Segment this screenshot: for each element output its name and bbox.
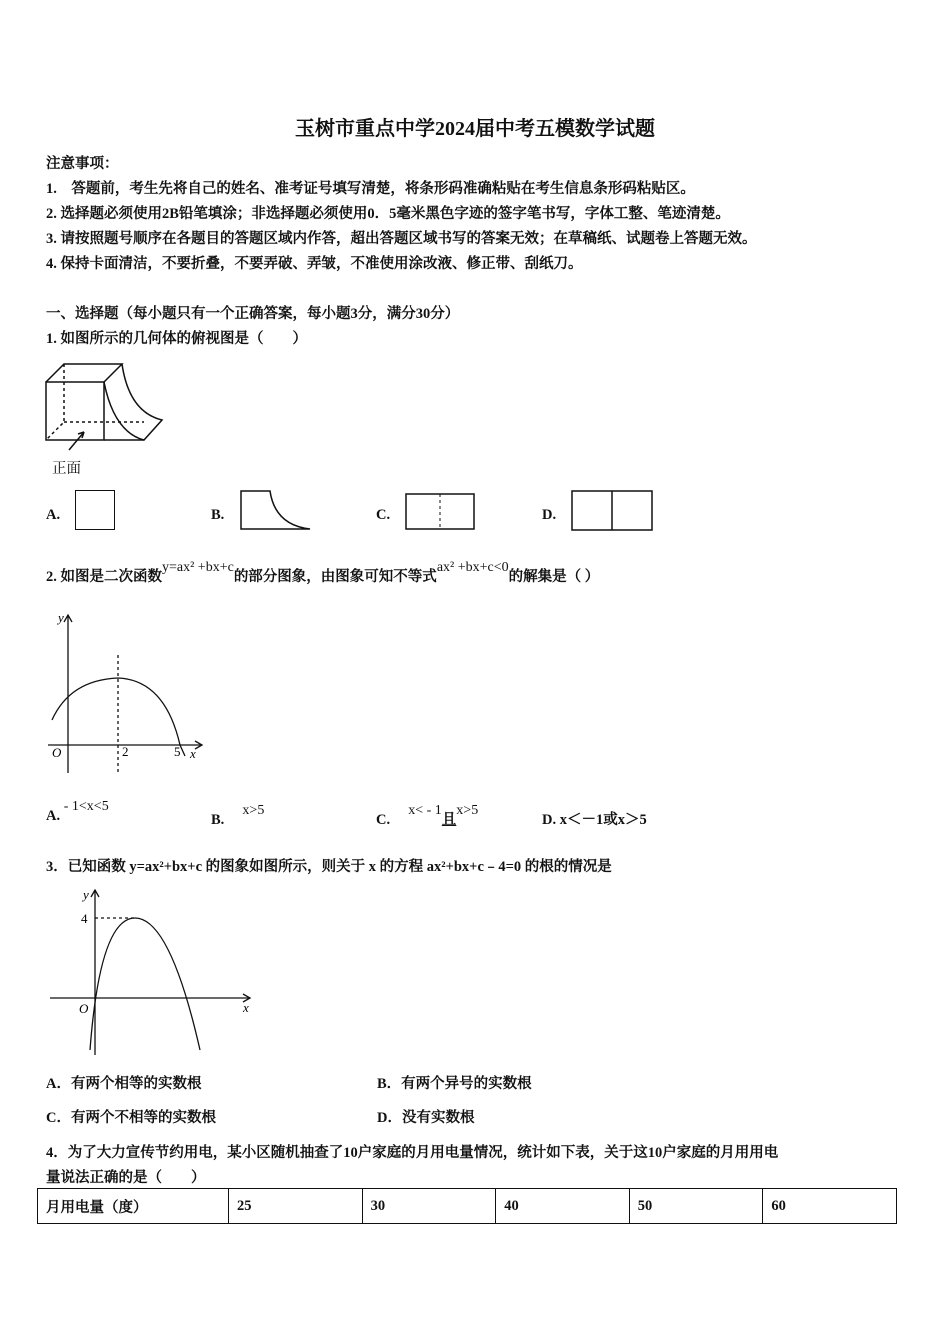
notice-item: 1. 答题前，考生先将自己的姓名、准考证号填写清楚，将条形码准确粘贴在考生信息条形码粘贴区。 bbox=[46, 181, 695, 197]
q2-stem-a: 2. 如图是二次函数 bbox=[46, 569, 162, 585]
notice-item: 2. 选择题必须使用2B铅笔填涂；非选择题必须使用0．5毫米黑色字迹的签字笔书写，字体工整、笔迹清楚。 bbox=[46, 206, 730, 222]
q3-graph-y-label: y bbox=[83, 887, 89, 902]
option-math-2: x>5 bbox=[456, 803, 479, 818]
q2-formula-inequality: ax² +bx+c<0 bbox=[436, 560, 509, 575]
table-row bbox=[38, 1189, 897, 1224]
notice-item: 4. 保持卡面清洁，不要折叠，不要弄破、弄皱，不准使用涂改液、修正带、刮纸刀。 bbox=[46, 256, 583, 272]
q1-option-b-shape bbox=[240, 490, 312, 530]
option-math: - 1<x<5 bbox=[63, 799, 109, 814]
section-heading: 一、选择题（每小题只有一个正确答案，每小题3分，满分30分） bbox=[46, 306, 460, 322]
q4-stem-line1: 4．为了大力宣传节约用电，某小区随机抽查了10户家庭的月用电量情况，统计如下表，关于这10户家庭的月用用电 bbox=[46, 1145, 779, 1161]
q2-option-d[interactable] bbox=[542, 808, 647, 829]
option-and: 且 bbox=[441, 812, 457, 828]
q1-solid-figure bbox=[44, 362, 164, 462]
q3-graph-origin: O bbox=[79, 1001, 89, 1016]
q1-option-c-shape bbox=[405, 493, 477, 531]
option-math: x< - 1 bbox=[408, 803, 442, 818]
q2-graph-y-label: y bbox=[58, 610, 64, 625]
q1-option-d[interactable]: D. bbox=[542, 507, 557, 523]
table-cell: 30 bbox=[362, 1189, 496, 1224]
table-header-cell: 月用电量（度） bbox=[38, 1189, 229, 1224]
q3-stem: 3．已知函数 y=ax²+bx+c 的图象如图所示，则关于 x 的方程 ax²+bx+c﹣4=0 的根的情况是 bbox=[46, 859, 612, 875]
q1-option-a-square bbox=[75, 490, 115, 530]
option-label: B. bbox=[211, 812, 225, 828]
q1-front-label: 正面 bbox=[52, 461, 81, 477]
q3-graph-tick-4: 4 bbox=[81, 911, 88, 926]
q3-option-a[interactable]: A．有两个相等的实数根 bbox=[46, 1076, 202, 1092]
q2-parabola-graph bbox=[40, 610, 210, 780]
q2-graph-tick-5: 5 bbox=[174, 744, 181, 759]
table-cell: 25 bbox=[229, 1189, 363, 1224]
q2-stem-b: 的部分图象，由图象可知不等式 bbox=[233, 569, 437, 585]
table-cell: 60 bbox=[763, 1189, 897, 1224]
q3-parabola-graph bbox=[45, 885, 260, 1060]
option-label: D. bbox=[542, 812, 557, 828]
notice-item: 3. 请按照题号顺序在各题目的答题区域内作答，超出答题区域书写的答案无效；在草稿纸、试题卷上答题无效。 bbox=[46, 231, 757, 247]
q2-option-a[interactable] bbox=[46, 799, 109, 825]
q1-option-a[interactable]: A. bbox=[46, 507, 61, 523]
q3-option-c[interactable]: C．有两个不相等的实数根 bbox=[46, 1110, 216, 1126]
q2-option-b[interactable] bbox=[211, 803, 265, 829]
table-cell: 50 bbox=[629, 1189, 763, 1224]
table-cell: 40 bbox=[496, 1189, 630, 1224]
option-label: C. bbox=[376, 812, 391, 828]
q2-graph-origin: O bbox=[52, 745, 62, 760]
option-text: x＜－1或x＞5 bbox=[559, 812, 647, 828]
page-title: 玉树市重点中学2024届中考五模数学试题 bbox=[295, 118, 655, 140]
q4-stem-line2: 量说法正确的是（ ） bbox=[46, 1170, 206, 1186]
q1-stem: 1. 如图所示的几何体的俯视图是（ ） bbox=[46, 331, 307, 347]
q3-graph-x-label: x bbox=[243, 1000, 249, 1015]
q4-table bbox=[37, 1188, 897, 1224]
q2-stem bbox=[46, 560, 600, 586]
q2-graph-tick-2: 2 bbox=[122, 744, 129, 759]
option-label: A. bbox=[46, 808, 61, 824]
q2-stem-c: 的解集是（ ） bbox=[508, 569, 600, 585]
q1-option-b[interactable]: B. bbox=[211, 507, 225, 523]
notice-heading: 注意事项： bbox=[46, 156, 119, 172]
q1-option-d-shape bbox=[571, 490, 655, 532]
q2-formula-function: y=ax² +bx+c bbox=[162, 560, 234, 575]
q3-option-b[interactable]: B．有两个异号的实数根 bbox=[377, 1076, 532, 1092]
q3-option-d[interactable]: D．没有实数根 bbox=[377, 1110, 475, 1126]
q1-option-c[interactable]: C. bbox=[376, 507, 391, 523]
q2-option-c[interactable] bbox=[376, 803, 479, 829]
option-math: x>5 bbox=[242, 803, 265, 818]
q2-graph-x-label: x bbox=[190, 746, 196, 761]
